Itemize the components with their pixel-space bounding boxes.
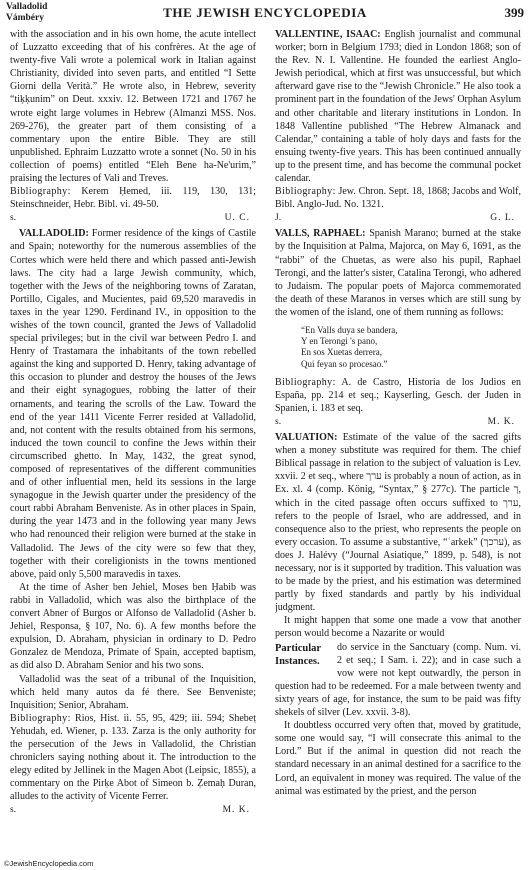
bibliography-label: Bibliography: xyxy=(10,186,71,198)
vali-continuation-text: with the association and in his own home, the acute intellect of Luzzatto exceeding that of his confrères. At the age of twenty-five Vali wrote a polemical work in Italian against Christianity, divided into seven parts, and entitled “I Sette Giorni della Verità.” He wrote also, in Hebrew, severity “tiḳḳunim” on Deut. xxxiv. 12. Between 1721 and 1767 he wrote eight large volumes in Hebrew (Almanzi MSS. Nos. 269-276), the greater part of them consisting of a commentary upon the entire Bible. They are still unpublished. Ephraim Luzzatto wrote a sonnet (No. 50 in his collection of poems) entitled “Eleh Bene ha-Ne'urim,” praising the lectures of Vali and Treves. xyxy=(10,29,256,185)
left-column xyxy=(10,28,256,858)
entry-term-valuation: VALUATION: xyxy=(275,432,338,444)
signature-author: M. K. xyxy=(222,805,250,816)
entry-term-valladolid: VALLADOLID: xyxy=(19,228,89,240)
signature-author: G. L. xyxy=(490,213,515,224)
page-number: 399 xyxy=(504,5,524,20)
signature-class: s. xyxy=(275,417,282,428)
bibliography-text: Rios, Hist. ii. 55, 95, 429; iii. 594; Shebeṭ Yehudah, ed. Wiener, p. 133. Zarza is the only authority for the persecution of the Jews in Valladolid, the Christian chroniclers saying nothing about it. The introduction to the elegy edited by Jellinek in the Magen Abot (Leipsic, 1855), a commentary on the Pirḳe Abot of Simeon b. Ẓemaḥ Duran, alludes to the activity of Vicente Ferrer. xyxy=(10,712,256,803)
valls-paragraph: Spanish Marano; burned at the stake by the Inquisition at Palma, Majorca, on May 6, 1691, as the “rabbi” of the Chuetas, as were also his pupil, Raphael Terongi, and the latter's sister, Catalina Terongi, who adhered to Judaism. The popular poets of Majorca commemorated the death of these Maranos in verses which are still sung by the women of the island, one of them running as follows: xyxy=(275,228,521,318)
signature-class: s. xyxy=(10,805,17,816)
bibliography-text: Jew. Chron. Sept. 18, 1868; Jacobs and Wolf, Bibl. Anglo-Jud. No. 1321. xyxy=(275,186,521,211)
signature-author: M. K. xyxy=(487,417,515,428)
valuation-paragraph-3: It doubtless occurred very often that, moved by gratitude, some one would say, “I will consecrate this animal to the Lord.” But if the animal in question did not reach the standard necessary in an animal destined for a sacrifice to the Lord, an equivalent in money was required. The value of the animal was estimated by the priest, and the person xyxy=(275,720,521,797)
valuation-paragraph-1: Estimate of the value of the sacred gifts when a money substitute was required for them. The chief Biblical passage in relation to the subject of valuation is Lev. xxvii. 2 et seq., where ערך is probably a noun of action, as in Ex. xl. 4 (comp. König, “Syntax,” § 277c). The particle ך, which in the cited passage often occurs suffixed to ערך, refers to the people of Israel, who are addressed, and in consequence also to the priest, who represents the people on every occasion. To assume a substantive, “ʿarkek” (ערכך), as does J. Halévy (“Journal Asiatique,” 1899, p. 548), is not necessary, nor is it supported by tradition. This valuation was to be made by the priest, and his estimation was determined partly by fixed standards and partly by his individual judgment. xyxy=(275,432,521,614)
entry-term-vallentine: VALLENTINE, ISAAC: xyxy=(275,29,381,40)
signature-author: U. C. xyxy=(224,213,250,224)
header-title: THE JEWISH ENCYCLOPEDIA xyxy=(163,5,367,20)
verse-line: Y en Terongi 's pano, xyxy=(301,336,378,347)
bibliography-label: Bibliography: xyxy=(10,712,71,724)
valls-signature xyxy=(275,416,521,428)
vallentine-signature xyxy=(275,212,521,224)
bibliography-label: Bibliography: xyxy=(275,376,336,388)
valladolid-paragraph-1: Former residence of the kings of Castile and Spain; noteworthy for the numerous assemblies of the Cortes which were held there and which passed anti-Jewish laws. The city had a large Jewish community, which, together with the Jews of the neighboring towns of Zaratan, Portillo, Cigales, and Mucientes, paid 69,520 maravedis in taxes in the year 1290. Ferdinand IV., in opposition to the wishes of the town council, granted the Jews of Valladolid special privileges; but in the civil war between Pedro I. and Henry of Trastamara the inhabitants of the town rebelled against the king and supported D. Henry, taking advantage of this occasion to plunder and destroy the houses of the Jews and their eight synagogues, robbing the latter of their ornaments, and tearing the scrolls of the Law. Toward the end of the year 1411 Vicente Ferrer resided at Valladolid, and, not content with the results obtained from his sermons, induced the town council to confine the Jews within their circumscribed ghetto. In May, 1432, the great synod, composed of representatives of the different communities and of other influential men, held its sessions in the large synagogue in the Jewish quarter under the presidency of the court rabbi Abraham Benveniste. As in other places in Spain, during the year 1473 and in the following year many Jews who had renounced their religion were burned at the stake in Valladolid. The Jews of the city were so few that they, together with their coreligionists in the towns mentioned above, paid only 5,500 maravedis in taxes. xyxy=(10,228,256,580)
vallentine-paragraph: English journalist and communal worker; born in Belgium 1793; died in London 1868; son of the Rev. N. I. Vallentine. He founded the earliest Anglo-Jewish periodical, which at first was unsuccessful, but which afterward gave rise to the “Jewish Chronicle.” He also took a prominent part in the foundation of the Jews' Orphan Asylum and other charitable and literary institutions in London. In 1848 Vallentine published “The Hebrew Almanack and Calendar,” containing a table of holy days and fasts for the ensuing twenty-five years. This has been continued annually up to the present time, and has become the communal pocket calendar. xyxy=(275,29,521,185)
valuation-paragraph-2: It might happen that some one made a vow that another person would become a Nazarite or would xyxy=(275,615,521,640)
guide-word-first: Valladolid xyxy=(6,2,48,12)
verse-line: “En Valls duya se bandera, xyxy=(301,324,398,335)
valuation-entry xyxy=(275,431,521,614)
valls-entry xyxy=(275,227,521,319)
vali-bibliography xyxy=(10,185,256,211)
verse-line: En sos Xuetas derrera, xyxy=(301,347,382,358)
valls-bibliography xyxy=(275,376,521,415)
valladolid-signature xyxy=(10,804,256,816)
bibliography-text: Kerem Ḥemed, iii. 119, 130, 131; Steinschneider, Hebr. Bibl. vi. 49-50. xyxy=(10,186,256,211)
valladolid-entry xyxy=(10,227,256,581)
verse-line: Qui feyan so procesao.” xyxy=(301,358,388,369)
majorcan-verse xyxy=(301,325,521,370)
bibliography-label: Bibliography: xyxy=(275,186,336,198)
guide-word-last: Vámbéry xyxy=(6,12,44,23)
vallentine-entry xyxy=(275,28,521,185)
valladolid-paragraph-3: Valladolid was the seat of a tribunal of the Inquisition, which held many autos da fé there. See Benveniste; Inquisition; Senior, Abraham. xyxy=(10,673,256,711)
copyright-watermark: ©JewishEncyclopedia.com xyxy=(4,859,94,868)
side-head-block xyxy=(275,641,521,720)
valladolid-bibliography xyxy=(10,712,256,804)
vali-signature xyxy=(10,212,256,224)
vallentine-bibliography xyxy=(275,185,521,211)
bibliography-text: A. de Castro, Historia de los Judios en España, pp. 214 et seq.; Kayserling, Gesch. der Juden in Spanien, i. 183 et seq. xyxy=(275,376,521,414)
valladolid-paragraph-2: At the time of Asher ben Jehiel, Moses ben Ḥabib was rabbi in Valladolid, which was also the birthplace of the convert Abner of Burgos or Alfonso de Valladolid (Asher b. Jehiel, Responsa, § 107, No. 6). A few months before the expulsion, D. Abraham, physician in ordinary to D. Pedro Gonzalez de Mendoza, Primate of Spain, accepted baptism, as did also D. Abraham Senior and his two sons. xyxy=(10,581,256,672)
entry-term-valls: VALLS, RAPHAEL: xyxy=(275,228,366,240)
side-head-particular-instances: Particular Instances. xyxy=(275,642,321,667)
right-column xyxy=(275,28,521,858)
running-header xyxy=(6,2,524,24)
valuation-paragraph-2-continued: do service in the Sanctuary (comp. Num. vi. 2 et seq.; I Sam. i. 22); and in case such a vow were not kept outwardly, the person in question had to be redeemed. For a male between twenty and sixty years of age, for instance, the sum to be paid was fifty shekels of silver (Lev. xxvii. 3-8). xyxy=(275,641,521,719)
signature-class: s. xyxy=(10,213,17,224)
signature-class: J. xyxy=(275,213,282,224)
